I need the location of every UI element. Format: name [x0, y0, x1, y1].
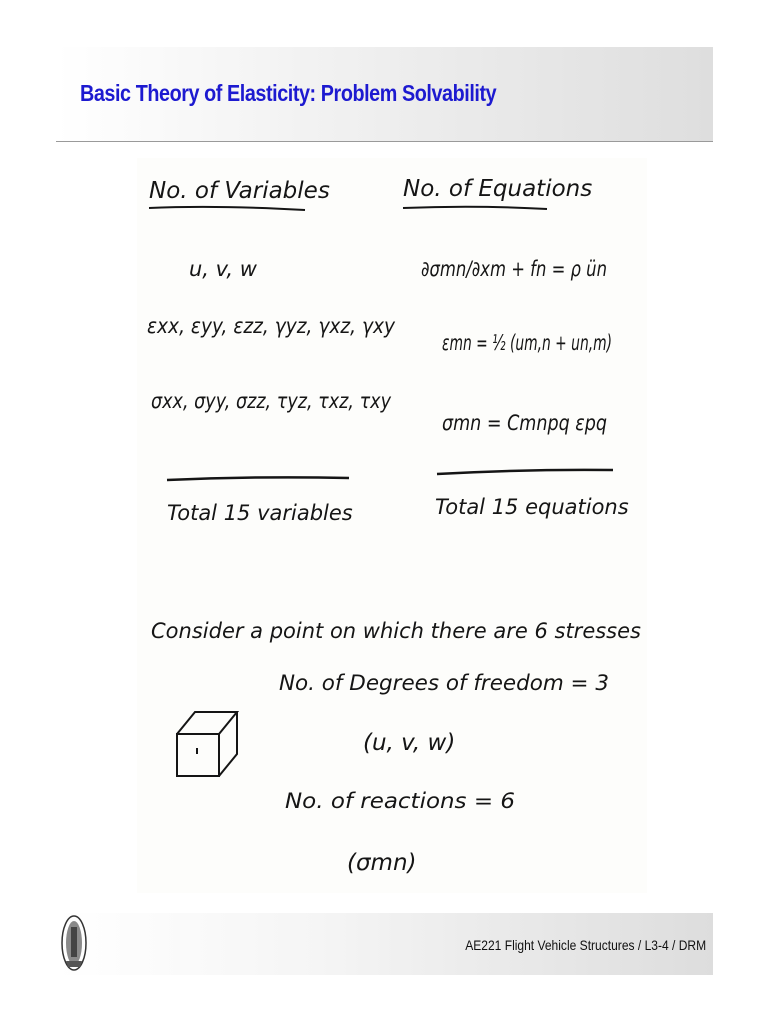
footer-course-label: AE221 Flight Vehicle Structures / L3-4 / DRM — [465, 937, 706, 953]
handwritten-notes — [137, 158, 647, 893]
notes-canvas — [137, 158, 647, 893]
variables-stresses: σxx, σyy, σzz, τyz, τxz, τxy — [151, 389, 392, 413]
consider-point-note: Consider a point on which there are 6 stresses — [151, 619, 642, 643]
institute-logo — [60, 913, 88, 973]
equations-heading-underline — [403, 207, 547, 209]
slide-title: Basic Theory of Elasticity: Problem Solvability — [80, 80, 497, 106]
constitutive-equation: σmn = Cmnpq εpq — [442, 411, 607, 435]
cube-sketch — [177, 712, 237, 776]
equations-divider — [437, 470, 613, 474]
total-equations: Total 15 equations — [435, 495, 629, 519]
equations-heading: No. of Equations — [403, 176, 593, 202]
variables-heading: No. of Variables — [149, 178, 330, 204]
strain-displacement-equation: εmn = ½ (um,n + un,m) — [442, 331, 612, 355]
variables-divider — [167, 477, 349, 480]
degrees-of-freedom-variables: (u, v, w) — [363, 730, 456, 756]
header-divider — [56, 141, 713, 142]
degrees-of-freedom: No. of Degrees of freedom = 3 — [279, 671, 609, 695]
equilibrium-equation: ∂σmn/∂xm + fn = ρ ün — [421, 257, 607, 281]
reactions-variables: (σmn) — [347, 850, 417, 876]
variables-strains: εxx, εyy, εzz, γyz, γxz, γxy — [147, 314, 396, 338]
variables-displacements: u, v, w — [189, 257, 257, 281]
total-variables: Total 15 variables — [167, 501, 353, 525]
variables-heading-underline — [149, 207, 305, 210]
number-of-reactions: No. of reactions = 6 — [285, 789, 515, 813]
